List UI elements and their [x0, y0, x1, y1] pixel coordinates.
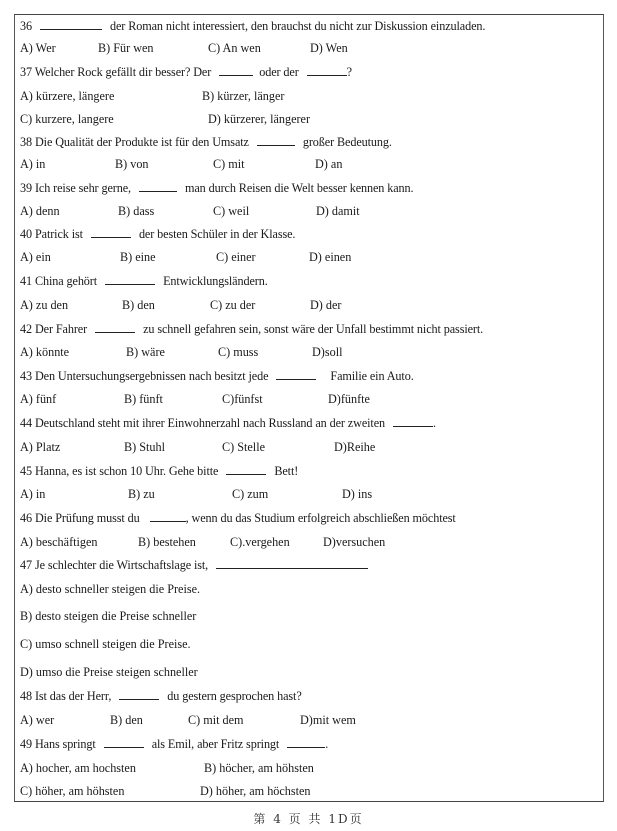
question-text: China gehört [34, 274, 98, 288]
question-text-mid: als Emil, aber Fritz springt [151, 737, 280, 751]
question-38 [20, 135, 392, 149]
question-39 [20, 181, 413, 195]
question-number: 39 [20, 181, 32, 195]
question-text: Der Fahrer [34, 322, 88, 336]
question-36 [20, 19, 485, 33]
option-b: B) den [122, 298, 155, 312]
question-number: 47 [20, 558, 32, 572]
question-number: 36 [20, 19, 32, 33]
option-d: D) kürzerer, längerer [208, 112, 311, 126]
option-c: C)fünfst [222, 392, 263, 406]
question-47 [20, 558, 368, 572]
answer-blank [150, 511, 186, 522]
option-d: D) der [310, 298, 342, 312]
option-a: A) kürzere, längere [20, 89, 115, 103]
question-text-end: Familie ein Auto. [330, 369, 414, 383]
option-a: A) könnte [20, 345, 70, 359]
option-b: B) dass [118, 204, 155, 218]
option-d: D) damit [316, 204, 360, 218]
question-number: 43 [20, 369, 32, 383]
option-b: B) bestehen [138, 535, 196, 549]
answer-blank [104, 737, 144, 748]
option-a: A) hocher, am hochsten [20, 761, 136, 775]
option-b: B) kürzer, länger [202, 89, 285, 103]
question-text: Die Prüfung musst du [34, 511, 140, 525]
option-d: D) höher, am höchsten [200, 784, 311, 798]
question-text: Je schlechter die Wirtschaftslage ist, [34, 558, 209, 572]
question-text-end: großer Bedeutung. [302, 135, 392, 149]
answer-blank [257, 135, 295, 146]
option-a: A) Platz [20, 440, 61, 454]
question-48 [20, 689, 302, 703]
option-c: C) zu der [210, 298, 256, 312]
option-a: A) ein [20, 250, 51, 264]
option-b: B) eine [120, 250, 156, 264]
question-number: 49 [20, 737, 32, 751]
question-text-end: . [325, 737, 329, 751]
question-text: Ich reise sehr gerne, [34, 181, 131, 195]
question-41 [20, 274, 268, 288]
option-a: A) zu den [20, 298, 69, 312]
question-number: 38 [20, 135, 32, 149]
option-d: D)fünfte [328, 392, 370, 406]
option-a: A) Wer [20, 41, 56, 55]
option-b: B) zu [128, 487, 155, 501]
question-number: 45 [20, 464, 32, 478]
question-text: Welcher Rock gefällt dir besser? Der [34, 65, 212, 79]
question-text-end: ? [346, 65, 352, 79]
question-text: Deutschland steht mit ihrer Einwohnerzahl nach Russland an der zweiten [34, 416, 386, 430]
answer-blank [139, 181, 177, 192]
option-b: B) höcher, am höhsten [204, 761, 314, 775]
question-text-mid: oder der [259, 65, 299, 79]
question-text-end: , wenn du das Studium erfolgreich abschließen möchtest [185, 511, 456, 525]
answer-blank [91, 227, 131, 238]
question-text: Ist das der Herr, [34, 689, 112, 703]
question-45 [20, 464, 298, 478]
question-text: Den Untersuchungsergebnissen nach besitzt jede [34, 369, 269, 383]
question-text-end: der besten Schüler in der Klasse. [138, 227, 296, 241]
option-a: A) fünf [20, 392, 57, 406]
answer-blank [287, 737, 325, 748]
option-d: D) ins [342, 487, 373, 501]
answer-blank [40, 19, 102, 30]
option-c: C) einer [216, 250, 256, 264]
option-d: D)versuchen [323, 535, 386, 549]
answer-blank [216, 558, 368, 569]
question-text-end: man durch Reisen die Welt besser kennen kann. [184, 181, 414, 195]
answer-blank [226, 464, 266, 475]
option-d: D)mit wem [300, 713, 356, 727]
option-c: C) weil [213, 204, 250, 218]
question-number: 41 [20, 274, 32, 288]
option-d: D)soll [312, 345, 343, 359]
question-40 [20, 227, 295, 241]
question-text-end: Bett! [274, 464, 299, 478]
option-b: B) Für wen [98, 41, 154, 55]
option-b: B) desto steigen die Preise schneller [20, 609, 197, 623]
option-c: C) Stelle [222, 440, 265, 454]
question-46 [20, 511, 456, 525]
option-a: A) desto schneller steigen die Preise. [20, 582, 201, 596]
option-b: B) Stuhl [124, 440, 165, 454]
answer-blank [105, 274, 155, 285]
answer-blank [95, 322, 135, 333]
answer-blank [219, 65, 253, 76]
option-a: A) in [20, 487, 46, 501]
question-text-end: du gestern gesprochen hast? [167, 689, 302, 703]
question-text: Hans springt [34, 737, 96, 751]
answer-blank [393, 416, 433, 427]
option-c: C) An wen [208, 41, 261, 55]
question-text: Hanna, es ist schon 10 Uhr. Gehe bitte [34, 464, 219, 478]
question-text: Patrick ist [34, 227, 83, 241]
page-footer: 第 4 页 共 1D页 [253, 812, 364, 826]
option-a: A) denn [20, 204, 60, 218]
option-c: C) kurzere, langere [20, 112, 114, 126]
option-c: C) muss [218, 345, 259, 359]
question-box [14, 14, 604, 802]
option-c: C) mit [213, 157, 245, 171]
option-d: D) Wen [310, 41, 348, 55]
question-number: 44 [20, 416, 32, 430]
question-number: 46 [20, 511, 32, 525]
option-c: C) zum [232, 487, 269, 501]
question-43 [20, 369, 414, 383]
question-number: 37 [20, 65, 32, 79]
question-number: 42 [20, 322, 32, 336]
option-c: C) mit dem [188, 713, 244, 727]
question-49 [20, 737, 328, 751]
option-d: D)Reihe [334, 440, 376, 454]
question-text-end: zu schnell gefahren sein, sonst wäre der Unfall bestimmt nicht passiert. [143, 322, 484, 336]
answer-blank [307, 65, 347, 76]
option-c: C) höher, am höhsten [20, 784, 125, 798]
question-text-end: Entwicklungsländern. [163, 274, 268, 288]
option-b: B) den [110, 713, 143, 727]
option-b: B) fünft [124, 392, 163, 406]
question-42 [20, 322, 483, 336]
option-a: A) wer [20, 713, 55, 727]
question-text: der Roman nicht interessiert, den brauchst du nicht zur Diskussion einzuladen. [110, 19, 486, 33]
question-number: 48 [20, 689, 32, 703]
option-b: B) von [115, 157, 149, 171]
question-text: Die Qualität der Produkte ist für den Umsatz [34, 135, 249, 149]
option-d: D) umso die Preise steigen schneller [20, 665, 198, 679]
question-37 [20, 65, 352, 79]
answer-blank [119, 689, 159, 700]
option-b: B) wäre [126, 345, 165, 359]
option-c: C).vergehen [230, 535, 290, 549]
option-d: D) an [315, 157, 343, 171]
option-d: D) einen [309, 250, 352, 264]
answer-blank [276, 369, 316, 380]
option-a: A) in [20, 157, 46, 171]
question-text-end: . [433, 416, 436, 430]
question-number: 40 [20, 227, 32, 241]
question-44 [20, 416, 436, 430]
option-c: C) umso schnell steigen die Preise. [20, 637, 191, 651]
option-a: A) beschäftigen [20, 535, 98, 549]
